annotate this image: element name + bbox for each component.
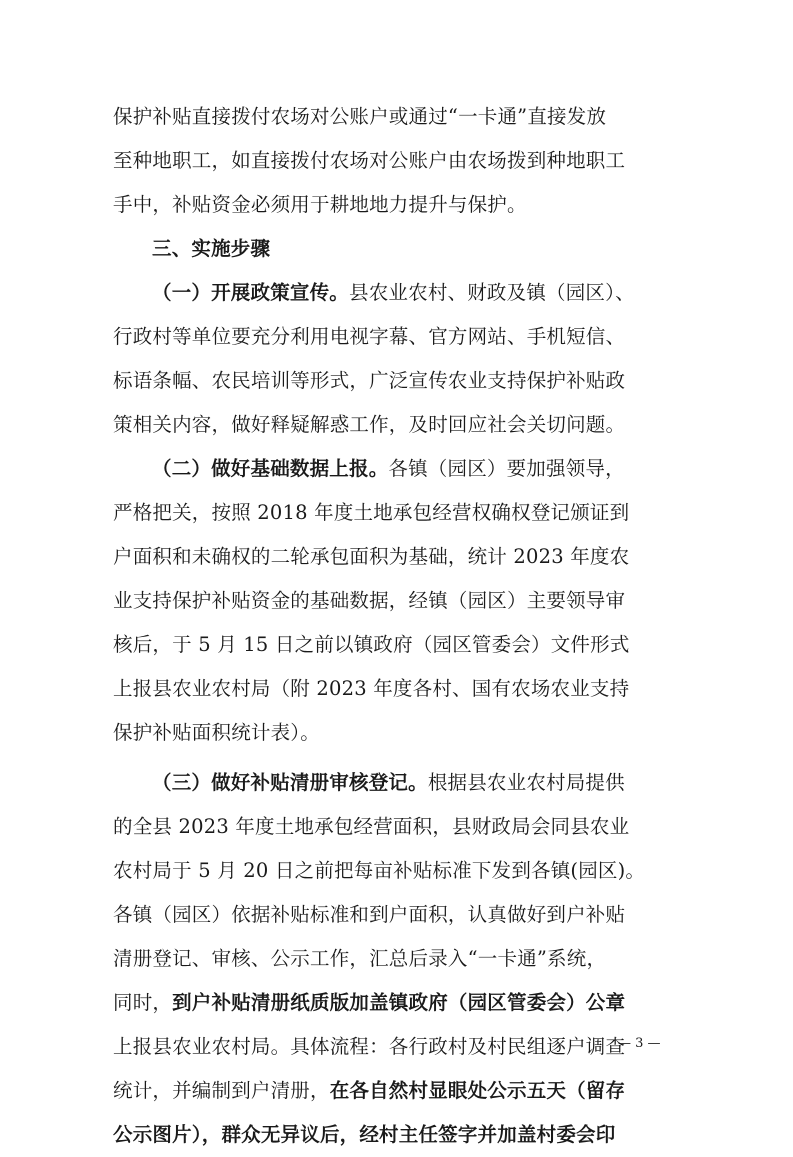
- paragraph-line: 各镇（园区）依据补贴标准和到户面积，认真做好到户补贴: [113, 903, 626, 926]
- paragraph-line: 严格把关，按照 2018 年度土地承包经营权确权登记颁证到: [113, 501, 630, 524]
- subsection-3-first-line: [113, 761, 673, 805]
- subsection-2-title: （二）做好基础数据上报。: [152, 457, 389, 480]
- paragraph-line: 标语条幅、农民培训等形式，广泛宣传农业支持保护补贴政: [113, 369, 626, 392]
- subsection-1-first-line: [113, 271, 673, 315]
- paragraph-line: 清册登记、审核、公示工作，汇总后录入“一卡通”系统，: [113, 947, 607, 970]
- paragraph-line: 上报县农业农村局（附 2023 年度各村、国有农场农业支持: [113, 677, 630, 700]
- paragraph-line: 保护补贴面积统计表）。: [113, 721, 320, 744]
- page-number: — 3 —: [618, 1036, 661, 1051]
- paragraph-line: 策相关内容，做好释疑解惑工作，及时回应社会关切问题。: [113, 413, 626, 436]
- paragraph-line: [113, 1113, 673, 1157]
- paragraph-line: 户面积和未确权的二轮承包面积为基础，统计 2023 年度农: [113, 545, 630, 568]
- text-run-emphasis: 公示图片），: [113, 1123, 222, 1146]
- paragraph-line: 的全县 2023 年度土地承包经营面积，县财政局会同县农业: [113, 815, 630, 838]
- text-run-emphasis: 到户补贴清册纸质版加盖镇政府（园区管委会）公章: [172, 991, 626, 1014]
- paragraph-line: 核后，于 5 月 15 日之前以镇政府（园区管委会）文件形式: [113, 633, 630, 656]
- paragraph-line: 保护补贴直接拨付农场对公账户或通过“一卡通”直接发放: [113, 105, 607, 128]
- subsection-2-text: 各镇（园区）要加强领导，: [388, 457, 625, 480]
- subsection-3-title: （三）做好补贴清册审核登记。: [152, 771, 428, 794]
- text-run-emphasis: 在各自然村显眼处公示五天（留存: [329, 1079, 626, 1102]
- subsection-3-text: 根据县农业农村局提供: [427, 771, 625, 794]
- text-run: 统计，并编制到户清册，: [113, 1079, 330, 1102]
- paragraph-line: 业支持保护补贴资金的基础数据，经镇（园区）主要领导审: [113, 589, 626, 612]
- subsection-2-first-line: [113, 447, 673, 491]
- paragraph-line: 至种地职工，如直接拨付农场对公账户由农场拨到种地职工: [113, 149, 626, 172]
- paragraph-line: [113, 981, 673, 1025]
- paragraph-line: 农村局于 5 月 20 日之前把每亩补贴标准下发到各镇(园区)。: [113, 859, 646, 882]
- text-run: 同时，: [113, 991, 173, 1014]
- subsection-1-text: 县农业农村、财政及镇（园区）、: [349, 281, 635, 304]
- paragraph-line: [113, 1069, 673, 1113]
- subsection-1-title: （一）开展政策宣传。: [152, 281, 350, 304]
- paragraph-line: 上报县农业农村局。具体流程：各行政村及村民组逐户调查: [113, 1035, 626, 1058]
- paragraph-line: 行政村等单位要充分利用电视字幕、官方网站、手机短信、: [113, 325, 626, 348]
- section-heading: 三、实施步骤: [152, 237, 271, 260]
- text-run-emphasis: 群众无异议后，经村主任签字并加盖村委会印: [221, 1123, 616, 1146]
- paragraph-line: 手中，补贴资金必须用于耕地地力提升与保护。: [113, 193, 527, 216]
- document-body: [113, 95, 673, 1157]
